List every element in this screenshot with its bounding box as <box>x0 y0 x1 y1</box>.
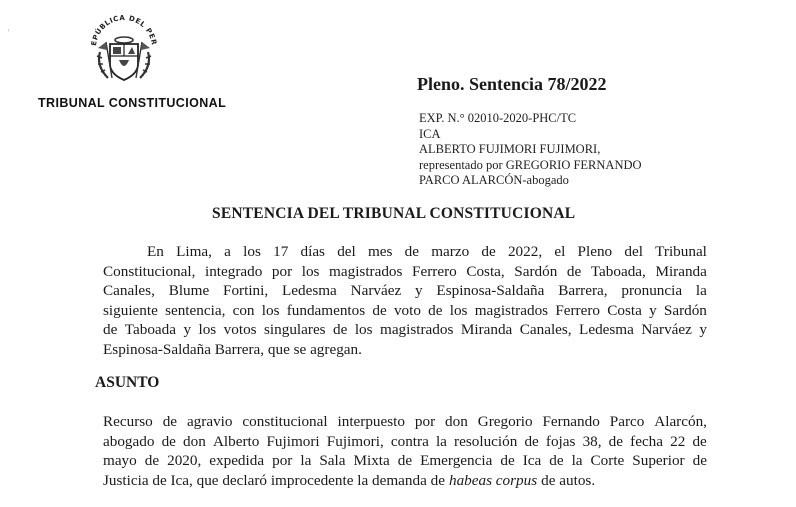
intro-line: siguiente sentencia, con los fundamentos de voto de los magistrados Ferrero Costa y Sardón <box>103 301 707 319</box>
case-file-number: EXP. N.° 02010-2020-PHC/TC <box>419 111 577 125</box>
asunto-line: Recurso de agravio constitucional interpuesto por don Gregorio Fernando Parco Alarcón, <box>103 413 707 430</box>
margin-mark: ' <box>8 28 10 37</box>
asunto-paragraph <box>103 412 707 490</box>
document-title: SENTENCIA DEL TRIBUNAL CONSTITUCIONAL <box>212 205 576 222</box>
intro-line: Constitucional, integrado por los magistrados Ferrero Costa, Sardón de Taboada, Miranda <box>103 262 707 280</box>
intro-paragraph <box>103 242 707 359</box>
italic-term: habeas corpus <box>448 471 538 489</box>
intro-line: Espinosa-Saldaña Barrera, que se agregan. <box>103 340 362 358</box>
case-representative-cont: PARCO ALARCÓN-abogado <box>419 173 569 188</box>
svg-text:REPÚBLICA DEL PERÚ <box>86 8 158 46</box>
intro-line: Canales, Blume Fortini, Ledesma Narváez y Espinosa-Saldaña Barrera, pronuncia la <box>103 282 707 299</box>
case-party: ALBERTO FUJIMORI FUJIMORI, <box>419 142 601 157</box>
section-heading-asunto: ASUNTO <box>95 374 160 391</box>
institution-name: TRIBUNAL CONSTITUCIONAL <box>38 96 227 110</box>
seal-arc-text: EPÚBLICA DEL PER <box>90 13 158 47</box>
asunto-line: abogado de don Alberto Fujimori Fujimori, contra la resolución de fojas 38, de fecha 22 de <box>103 432 707 450</box>
case-representative: representado por GREGORIO FERNANDO <box>419 157 642 172</box>
case-location: ICA <box>419 126 441 141</box>
asunto-line: mayo de 2020, expedida por la Sala Mixta de Emergencia de Ica de la Corte Superior de <box>103 452 707 469</box>
case-file-block <box>419 111 642 189</box>
intro-line: En Lima, a los 17 días del mes de marzo de 2022, el Pleno del Tribunal <box>147 243 707 260</box>
sentence-number: Pleno. Sentencia 78/2022 <box>417 74 607 94</box>
peru-coat-of-arms-seal <box>86 8 162 88</box>
intro-line: de Taboada y los votos singulares de los magistrados Miranda Canales, Ledesma Narváez y <box>103 321 707 338</box>
asunto-line: Justicia de Ica, que declaró improcedente la demanda de habeas corpus de autos. <box>103 471 596 489</box>
